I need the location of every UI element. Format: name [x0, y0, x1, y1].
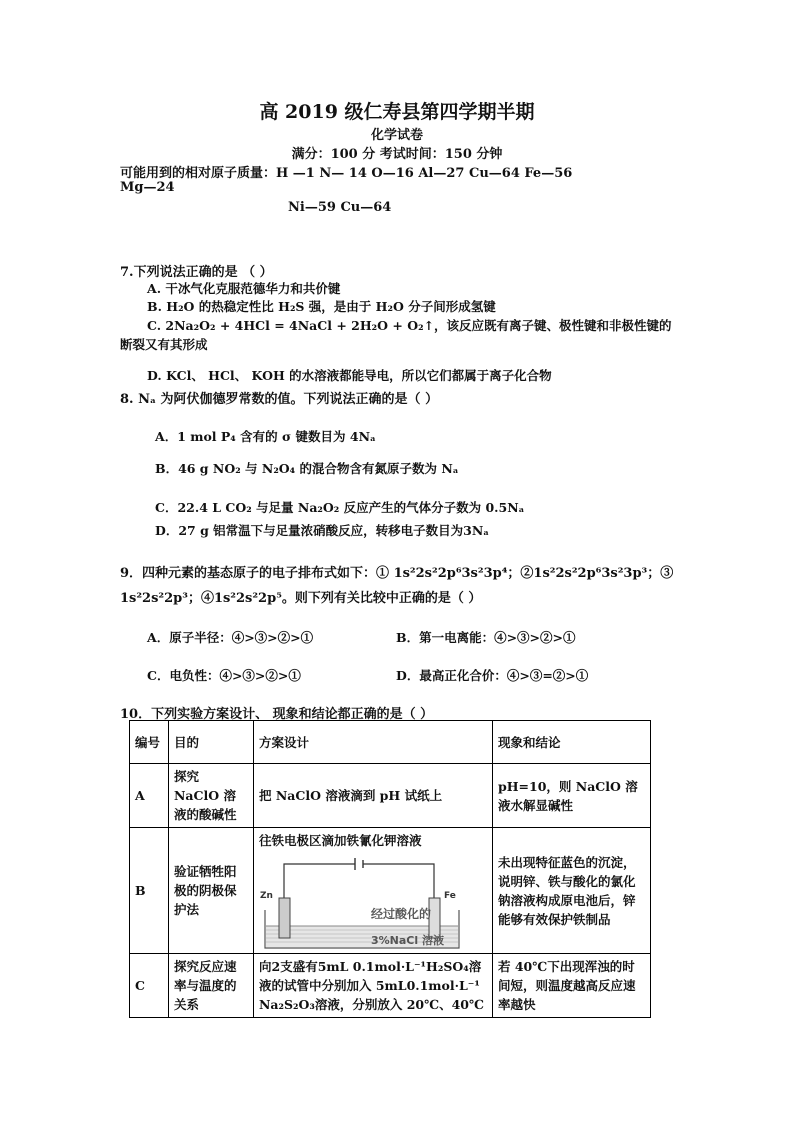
galvanic-cell-diagram [259, 852, 487, 950]
atomic-masses-line1: 可能用到的相对原子质量：H —1 N— 14 O—16 Al—27 Cu—64 Fe—56 [120, 166, 573, 181]
row-b-design-cell [254, 828, 493, 954]
header-id: 编号 [130, 721, 169, 764]
row-a-design: 把 NaClO 溶液滴到 pH 试纸上 [254, 764, 493, 828]
q8-option-b: B．46 g NO₂ 与 N₂O₄ 的混合物含有氮原子数为 Nₐ [155, 461, 459, 476]
row-b-design: 往铁电极区滴加铁氰化钾溶液 [259, 833, 422, 848]
q7-option-d: D. KCl、 HCl、 KOH 的水溶液都能导电，所以它们都属于离子化合物 [147, 368, 552, 383]
q9-option-c: C．电负性：④>③>②>① [147, 668, 301, 683]
q9-option-d: D．最高正化合价：④>③=②>① [396, 668, 589, 683]
header-purpose: 目的 [169, 721, 254, 764]
q7-option-b: B. H₂O 的热稳定性比 H₂S 强，是由于 H₂O 分子间形成氢键 [147, 299, 496, 314]
solution-label-line2: 3%NaCl 溶液 [371, 934, 444, 947]
wire-left [284, 864, 355, 900]
atomic-masses-line2: Mg—24 [120, 180, 175, 195]
row-c-design: 向2支盛有5mL 0.1mol·L⁻¹H₂SO₄溶液的试管中分别加入 5mL0.1mol·L⁻¹ Na₂S₂O₃溶液，分别放入 20℃、40℃ [254, 954, 493, 1018]
page-title: 高 2019 级仁寿县第四学期半期 [259, 101, 535, 123]
q7-option-c-line2: 断裂又有其形成 [120, 337, 208, 352]
atomic-masses-line3: Ni—59 Cu—64 [288, 200, 392, 215]
q8-option-c: C．22.4 L CO₂ 与足量 Na₂O₂ 反应产生的气体分子数为 0.5Nₐ [155, 500, 525, 515]
row-b-purpose: 验证牺牲阳极的阴极保护法 [169, 828, 254, 954]
subject-subtitle: 化学试卷 [370, 128, 423, 143]
row-c-result: 若 40℃下出现浑浊的时间短，则温度越高反应速率越快 [493, 954, 651, 1018]
zn-electrode [279, 898, 290, 938]
header-design: 方案设计 [254, 721, 493, 764]
row-c-purpose: 探究反应速率与温度的关系 [169, 954, 254, 1018]
q7-stem: 7.下列说法正确的是 （ ） [120, 265, 273, 280]
zn-label: Zn [260, 891, 273, 901]
q8-stem: 8. Nₐ 为阿伏伽德罗常数的值。下列说法正确的是（ ） [120, 392, 439, 407]
q8-option-a: A．1 mol P₄ 含有的 σ 键数目为 4Nₐ [155, 429, 376, 444]
row-a-id: A [130, 764, 169, 828]
row-b-result: 未出现特征蓝色的沉淀，说明锌、铁与酸化的氯化钠溶液构成原电池后，锌能够有效保护铁制品 [493, 828, 651, 954]
row-a-result: pH=10，则 NaClO 溶液水解显碱性 [493, 764, 651, 828]
table-row [130, 828, 651, 954]
q7-option-a: A. 干冰气化克服范德华力和共价键 [147, 281, 341, 296]
table-row [130, 954, 651, 1018]
solution-label-line1: 经过酸化的 [371, 907, 432, 921]
q8-option-d: D．27 g 铝常温下与足量浓硝酸反应，转移电子数目为3Nₐ [155, 523, 490, 538]
wire-right [363, 864, 434, 900]
exam-info: 满分：100 分 考试时间：150 分钟 [291, 147, 503, 162]
header-result: 现象和结论 [493, 721, 651, 764]
q10-stem: 10．下列实验方案设计、 现象和结论都正确的是（ ） [120, 707, 434, 722]
q9-option-b: B．第一电离能：④>③>②>① [396, 630, 576, 645]
row-a-purpose: 探究 NaClO 溶液的酸碱性 [169, 764, 254, 828]
q9-stem-line2: 1s²2s²2p³；④1s²2s²2p⁵。则下列有关比较中正确的是（ ） [120, 591, 482, 606]
q7-option-c-line1: C. 2Na₂O₂ + 4HCl = 4NaCl + 2H₂O + O₂↑，该反应既有离子键、极性键和非极性键的 [147, 318, 672, 333]
q9-option-a: A．原子半径：④>③>②>① [147, 630, 314, 645]
row-b-id: B [130, 828, 169, 954]
fe-label: Fe [444, 891, 456, 901]
q9-stem-line1: 9．四种元素的基态原子的电子排布式如下：① 1s²2s²2p⁶3s²3p⁴；②1s²2s²2p⁶3s²3p³；③ [120, 566, 674, 581]
experiment-table [129, 720, 651, 1018]
table-row [130, 764, 651, 828]
row-c-id: C [130, 954, 169, 1018]
table-header-row [130, 721, 651, 764]
